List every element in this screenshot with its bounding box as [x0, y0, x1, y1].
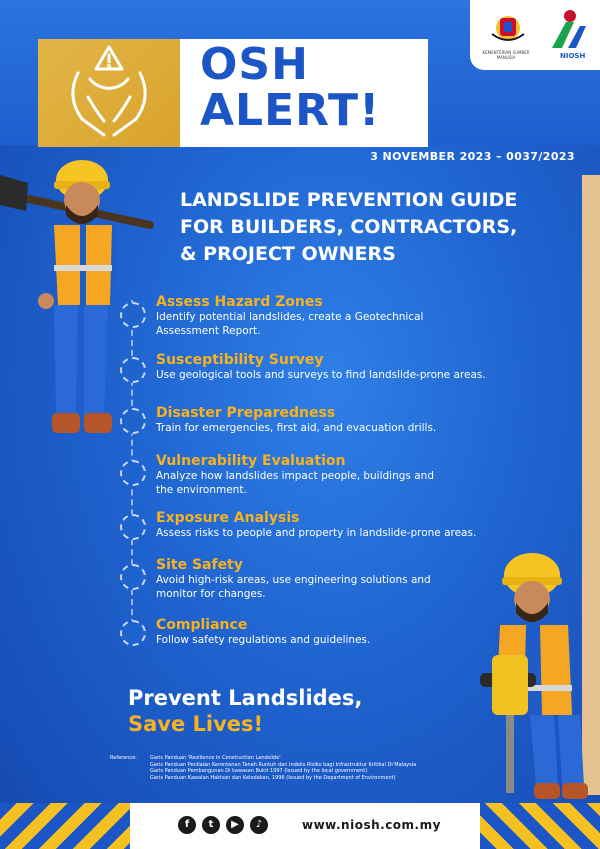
warning-hands-icon	[38, 39, 180, 147]
issue-date: 3 NOVEMBER 2023 – 0037/2023	[370, 150, 575, 163]
step-title: Compliance	[156, 617, 248, 633]
step-title: Vulnerability Evaluation	[156, 453, 346, 469]
step-title: Susceptibility Survey	[156, 352, 324, 368]
step-disaster-preparedness	[156, 405, 556, 436]
osh-alert-title	[200, 39, 381, 136]
reference-label: Reference:	[110, 755, 137, 761]
guide-title-line-3: & PROJECT OWNERS	[180, 243, 396, 265]
step-1-marker	[120, 302, 146, 328]
guide-title-line-2: FOR BUILDERS, CONTRACTORS,	[180, 216, 518, 238]
step-3-marker	[120, 408, 146, 434]
ministry-name: KEMENTERIAN SUMBER MANUSIA	[482, 50, 530, 60]
website-link[interactable]: www.niosh.com.my	[302, 818, 441, 832]
niosh-logo-icon	[552, 10, 586, 48]
step-desc: Assessment Report.	[156, 324, 261, 337]
step-exposure-analysis	[156, 510, 556, 541]
step-7-marker	[120, 620, 146, 646]
hazard-stripe-left	[0, 803, 130, 849]
icon-panel	[38, 39, 180, 147]
step-assess-hazard-zones	[156, 294, 556, 338]
tiktok-icon[interactable]: ♪	[250, 816, 268, 834]
step-desc: Follow safety regulations and guidelines.	[156, 634, 371, 646]
reference-item: Garis Panduan Pembangunan Di kawasan Bukit 1997 (Issued by the local government)	[150, 768, 368, 774]
slogan-line-2: Save Lives!	[128, 712, 264, 736]
ministry-crest-icon	[492, 16, 524, 40]
twitter-icon[interactable]: t	[202, 816, 220, 834]
niosh-name: NIOSH	[560, 52, 586, 60]
step-6-marker	[120, 564, 146, 590]
step-title: Disaster Preparedness	[156, 405, 336, 421]
guide-title	[180, 187, 517, 268]
step-desc: Assess risks to people and property in landslide-prone areas.	[156, 527, 477, 539]
facebook-icon[interactable]: f	[178, 816, 196, 834]
title-line-1: OSH	[200, 39, 309, 90]
step-2-marker	[120, 357, 146, 383]
step-desc: Train for emergencies, first aid, and evacuation drills.	[156, 422, 437, 434]
title-line-2: ALERT!	[200, 85, 381, 136]
step-desc: monitor for changes.	[156, 587, 266, 600]
step-title: Exposure Analysis	[156, 510, 300, 526]
step-desc: the environment.	[156, 483, 247, 496]
step-susceptibility-survey	[156, 352, 556, 383]
slogan-line-1: Prevent Landslides,	[128, 686, 363, 710]
step-desc: Identify potential landslides, create a Geotechnical	[156, 311, 424, 323]
reference-item: Garis Panduan Kawalan Hakisan dan Kelodakan, 1996 (Issued by the Department of Environment)	[150, 774, 396, 781]
reference-item: Garis Panduan Penilaian Kerentanan Tanah Runtuh dan Indeks Risiko bagi Infrastruktur Kritikal Di Malaysia	[150, 761, 417, 768]
step-vulnerability-evaluation	[156, 453, 556, 497]
reference-item: Garis Panduan 'Resilience in Construction Landslide'	[150, 755, 281, 761]
guide-title-line-1: LANDSLIDE PREVENTION GUIDE	[180, 189, 518, 211]
worker-with-jackhammer-illustration	[470, 545, 595, 803]
step-5-marker	[120, 514, 146, 540]
step-desc: Avoid high-risk areas, use engineering solutions and	[156, 574, 431, 586]
reference-list	[150, 755, 416, 781]
step-title: Assess Hazard Zones	[156, 294, 323, 310]
social-icons	[178, 816, 268, 834]
step-4-marker	[120, 460, 146, 486]
step-desc: Use geological tools and surveys to find landslide-prone areas.	[156, 369, 486, 381]
step-title: Site Safety	[156, 557, 243, 573]
hazard-stripe-right	[480, 803, 600, 849]
youtube-icon[interactable]: ▶	[226, 816, 244, 834]
step-desc: Analyze how landslides impact people, buildings and	[156, 470, 434, 482]
